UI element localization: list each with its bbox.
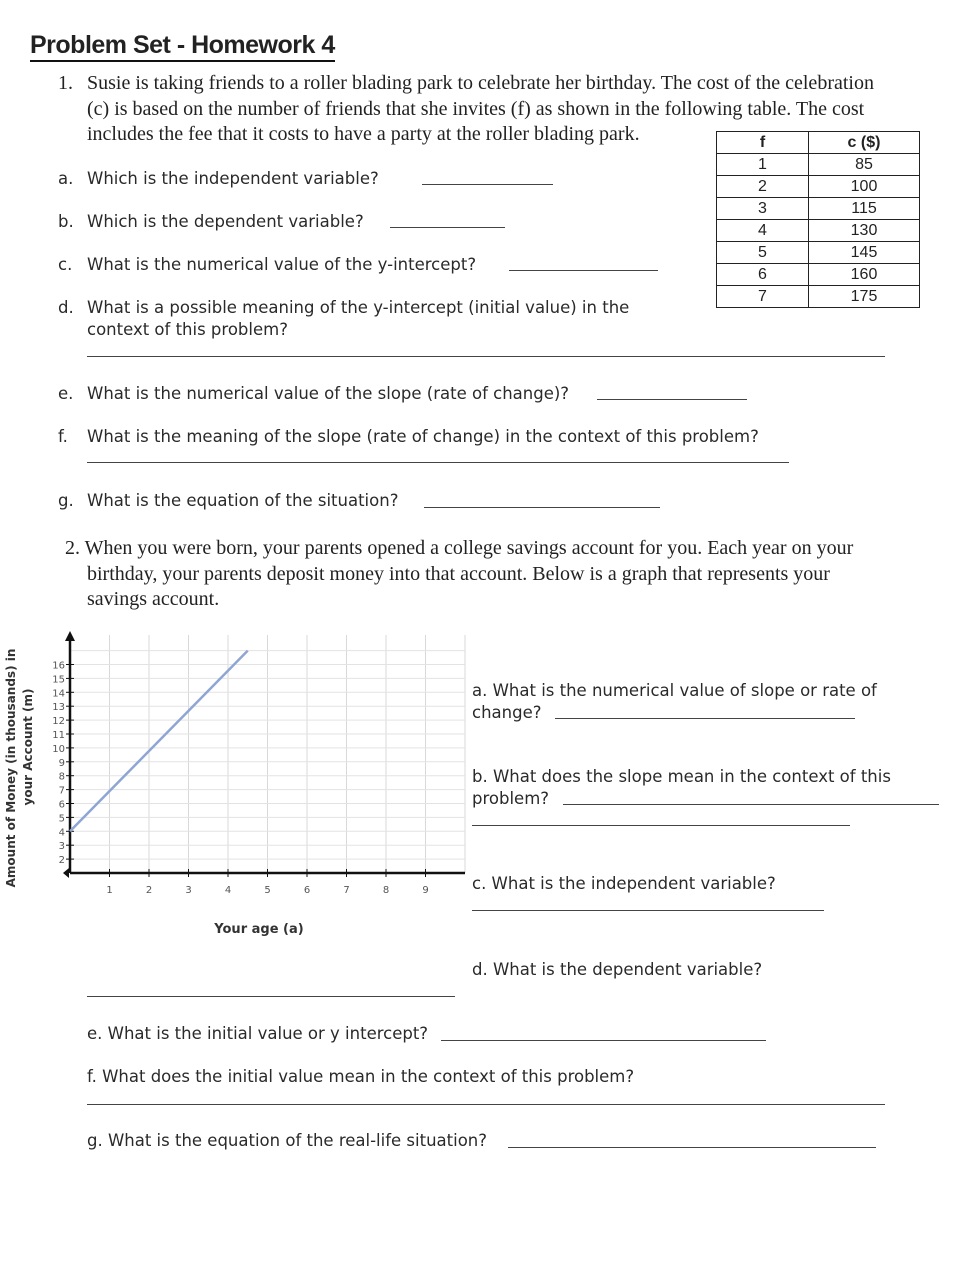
q1d-answer-line[interactable] bbox=[87, 356, 885, 357]
table-cell: 160 bbox=[809, 264, 920, 286]
q1e-text: What is the numerical value of the slope (rate of change)? bbox=[87, 384, 570, 403]
q1a-label: a. bbox=[58, 169, 74, 188]
q2c-answer-line[interactable] bbox=[472, 910, 824, 911]
y-tick-label: 7 bbox=[58, 785, 65, 797]
q2f-answer-line[interactable] bbox=[87, 1104, 885, 1105]
y-tick-label: 14 bbox=[52, 688, 65, 700]
y-axis-arrow bbox=[65, 631, 75, 641]
x-tick-label: 9 bbox=[422, 885, 429, 896]
x-tick-label: 3 bbox=[185, 885, 192, 896]
cost-table bbox=[716, 131, 920, 308]
table-cell: 130 bbox=[809, 220, 920, 242]
x-axis-label: Your age (a) bbox=[214, 922, 304, 937]
chart-axes bbox=[63, 631, 465, 878]
table-row bbox=[717, 154, 920, 176]
q1e-label: e. bbox=[58, 384, 74, 403]
q2-intro-line-2: birthday, your parents deposit money into that account. Below is a graph that represents your bbox=[87, 563, 830, 585]
table-header-row bbox=[717, 132, 920, 154]
y-tick-label: 6 bbox=[58, 799, 65, 811]
q1b-text: Which is the dependent variable? bbox=[87, 212, 364, 231]
page-title: Problem Set - Homework 4 bbox=[30, 30, 335, 62]
table-cell: 6 bbox=[717, 264, 809, 286]
q1a-text: Which is the independent variable? bbox=[87, 169, 379, 188]
q2b-answer-line-1[interactable] bbox=[563, 804, 939, 805]
q2a-answer-line[interactable] bbox=[555, 718, 855, 719]
chart-grid bbox=[70, 635, 465, 873]
q2e-answer-line[interactable] bbox=[441, 1040, 766, 1041]
x-tick-label: 5 bbox=[264, 885, 271, 896]
table-cell: 7 bbox=[717, 286, 809, 308]
q1d-label: d. bbox=[58, 298, 74, 317]
q1g-answer-line[interactable] bbox=[424, 507, 660, 508]
x-tick-label: 1 bbox=[106, 885, 113, 896]
table-cell: 100 bbox=[809, 176, 920, 198]
q1c-answer-line[interactable] bbox=[509, 270, 658, 271]
table-row bbox=[717, 220, 920, 242]
table-row bbox=[717, 286, 920, 308]
chart-series bbox=[70, 651, 248, 832]
y-tick-label: 8 bbox=[58, 771, 65, 783]
table-cell: 1 bbox=[717, 154, 809, 176]
q2g-answer-line[interactable] bbox=[508, 1147, 876, 1148]
q2a-text-line-2: change? bbox=[472, 703, 542, 722]
q1c-label: c. bbox=[58, 255, 73, 274]
q2b-text-line-1: b. What does the slope mean in the context of this bbox=[472, 767, 891, 786]
q1-intro-line-3: includes the fee that it costs to have a party at the roller blading park. bbox=[87, 123, 640, 145]
x-tick-label: 4 bbox=[224, 885, 232, 896]
x-tick-label: 7 bbox=[343, 885, 350, 896]
x-tick-label: 6 bbox=[303, 885, 311, 896]
y-axis-label-line-2: your Account (m) bbox=[21, 688, 35, 806]
q1-intro-line-1: Susie is taking friends to a roller blading park to celebrate her birthday. The cost of the celebration bbox=[87, 72, 874, 94]
q1f-label: f. bbox=[58, 427, 68, 446]
q2b-text-line-2: problem? bbox=[472, 789, 550, 808]
q2d-text: d. What is the dependent variable? bbox=[472, 960, 763, 979]
table-cell: 85 bbox=[809, 154, 920, 176]
table-header-c: c ($) bbox=[809, 132, 920, 154]
q2c-text: c. What is the independent variable? bbox=[472, 874, 776, 893]
q1d-text-line-2: context of this problem? bbox=[87, 320, 288, 339]
y-tick-label: 12 bbox=[52, 716, 65, 728]
y-tick-label: 15 bbox=[52, 674, 65, 686]
chart-ticks bbox=[52, 661, 428, 897]
q2d-answer-line[interactable] bbox=[87, 996, 455, 997]
q2-intro-line-3: savings account. bbox=[87, 588, 220, 610]
q2b-answer-line-2[interactable] bbox=[472, 825, 850, 826]
q1-number: 1. bbox=[58, 72, 73, 94]
table-row bbox=[717, 264, 920, 286]
q1f-text: What is the meaning of the slope (rate of change) in the context of this problem? bbox=[87, 427, 759, 446]
q1a-answer-line[interactable] bbox=[422, 184, 553, 185]
q2g-text: g. What is the equation of the real-life situation? bbox=[87, 1131, 488, 1150]
table-row bbox=[717, 176, 920, 198]
table-cell: 175 bbox=[809, 286, 920, 308]
y-tick-label: 2 bbox=[58, 855, 65, 867]
savings-chart bbox=[0, 625, 470, 945]
y-tick-label: 16 bbox=[52, 660, 65, 672]
table-cell: 115 bbox=[809, 198, 920, 220]
q1-intro-line-2: (c) is based on the number of friends that she invites (f) as shown in the following table. The cost bbox=[87, 98, 865, 120]
q1c-text: What is the numerical value of the y-intercept? bbox=[87, 255, 477, 274]
series-line bbox=[70, 651, 248, 832]
q1f-answer-line[interactable] bbox=[87, 462, 789, 463]
q2e-text: e. What is the initial value or y intercept? bbox=[87, 1024, 429, 1043]
q1b-answer-line[interactable] bbox=[390, 227, 505, 228]
y-tick-label: 4 bbox=[58, 827, 65, 839]
table-header-f: f bbox=[717, 132, 809, 154]
y-axis-label-line-1: Amount of Money (in thousands) in bbox=[4, 648, 18, 888]
y-tick-label: 11 bbox=[52, 730, 65, 741]
table-cell: 5 bbox=[717, 242, 809, 264]
table-row bbox=[717, 242, 920, 264]
table-cell: 145 bbox=[809, 242, 920, 264]
q1d-text-line-1: What is a possible meaning of the y-intercept (initial value) in the bbox=[87, 298, 630, 317]
x-tick-label: 2 bbox=[145, 885, 153, 896]
y-tick-label: 9 bbox=[58, 757, 65, 769]
q2f-text: f. What does the initial value mean in the context of this problem? bbox=[87, 1067, 635, 1086]
y-tick-label: 13 bbox=[52, 702, 65, 714]
q1g-label: g. bbox=[58, 491, 74, 510]
table-cell: 4 bbox=[717, 220, 809, 242]
y-tick-label: 3 bbox=[58, 841, 65, 853]
table-row bbox=[717, 198, 920, 220]
q1e-answer-line[interactable] bbox=[597, 399, 747, 400]
x-tick-label: 8 bbox=[382, 885, 390, 896]
y-tick-label: 10 bbox=[52, 743, 65, 755]
table-cell: 2 bbox=[717, 176, 809, 198]
q1g-text: What is the equation of the situation? bbox=[87, 491, 399, 510]
q2a-text-line-1: a. What is the numerical value of slope or rate of bbox=[472, 681, 877, 700]
y-tick-label: 5 bbox=[58, 813, 65, 825]
x-axis-arrow bbox=[63, 868, 69, 878]
table-cell: 3 bbox=[717, 198, 809, 220]
q2-intro-line-1: 2. When you were born, your parents opened a college savings account for you. Each year on your bbox=[65, 537, 854, 559]
q1b-label: b. bbox=[58, 212, 74, 231]
